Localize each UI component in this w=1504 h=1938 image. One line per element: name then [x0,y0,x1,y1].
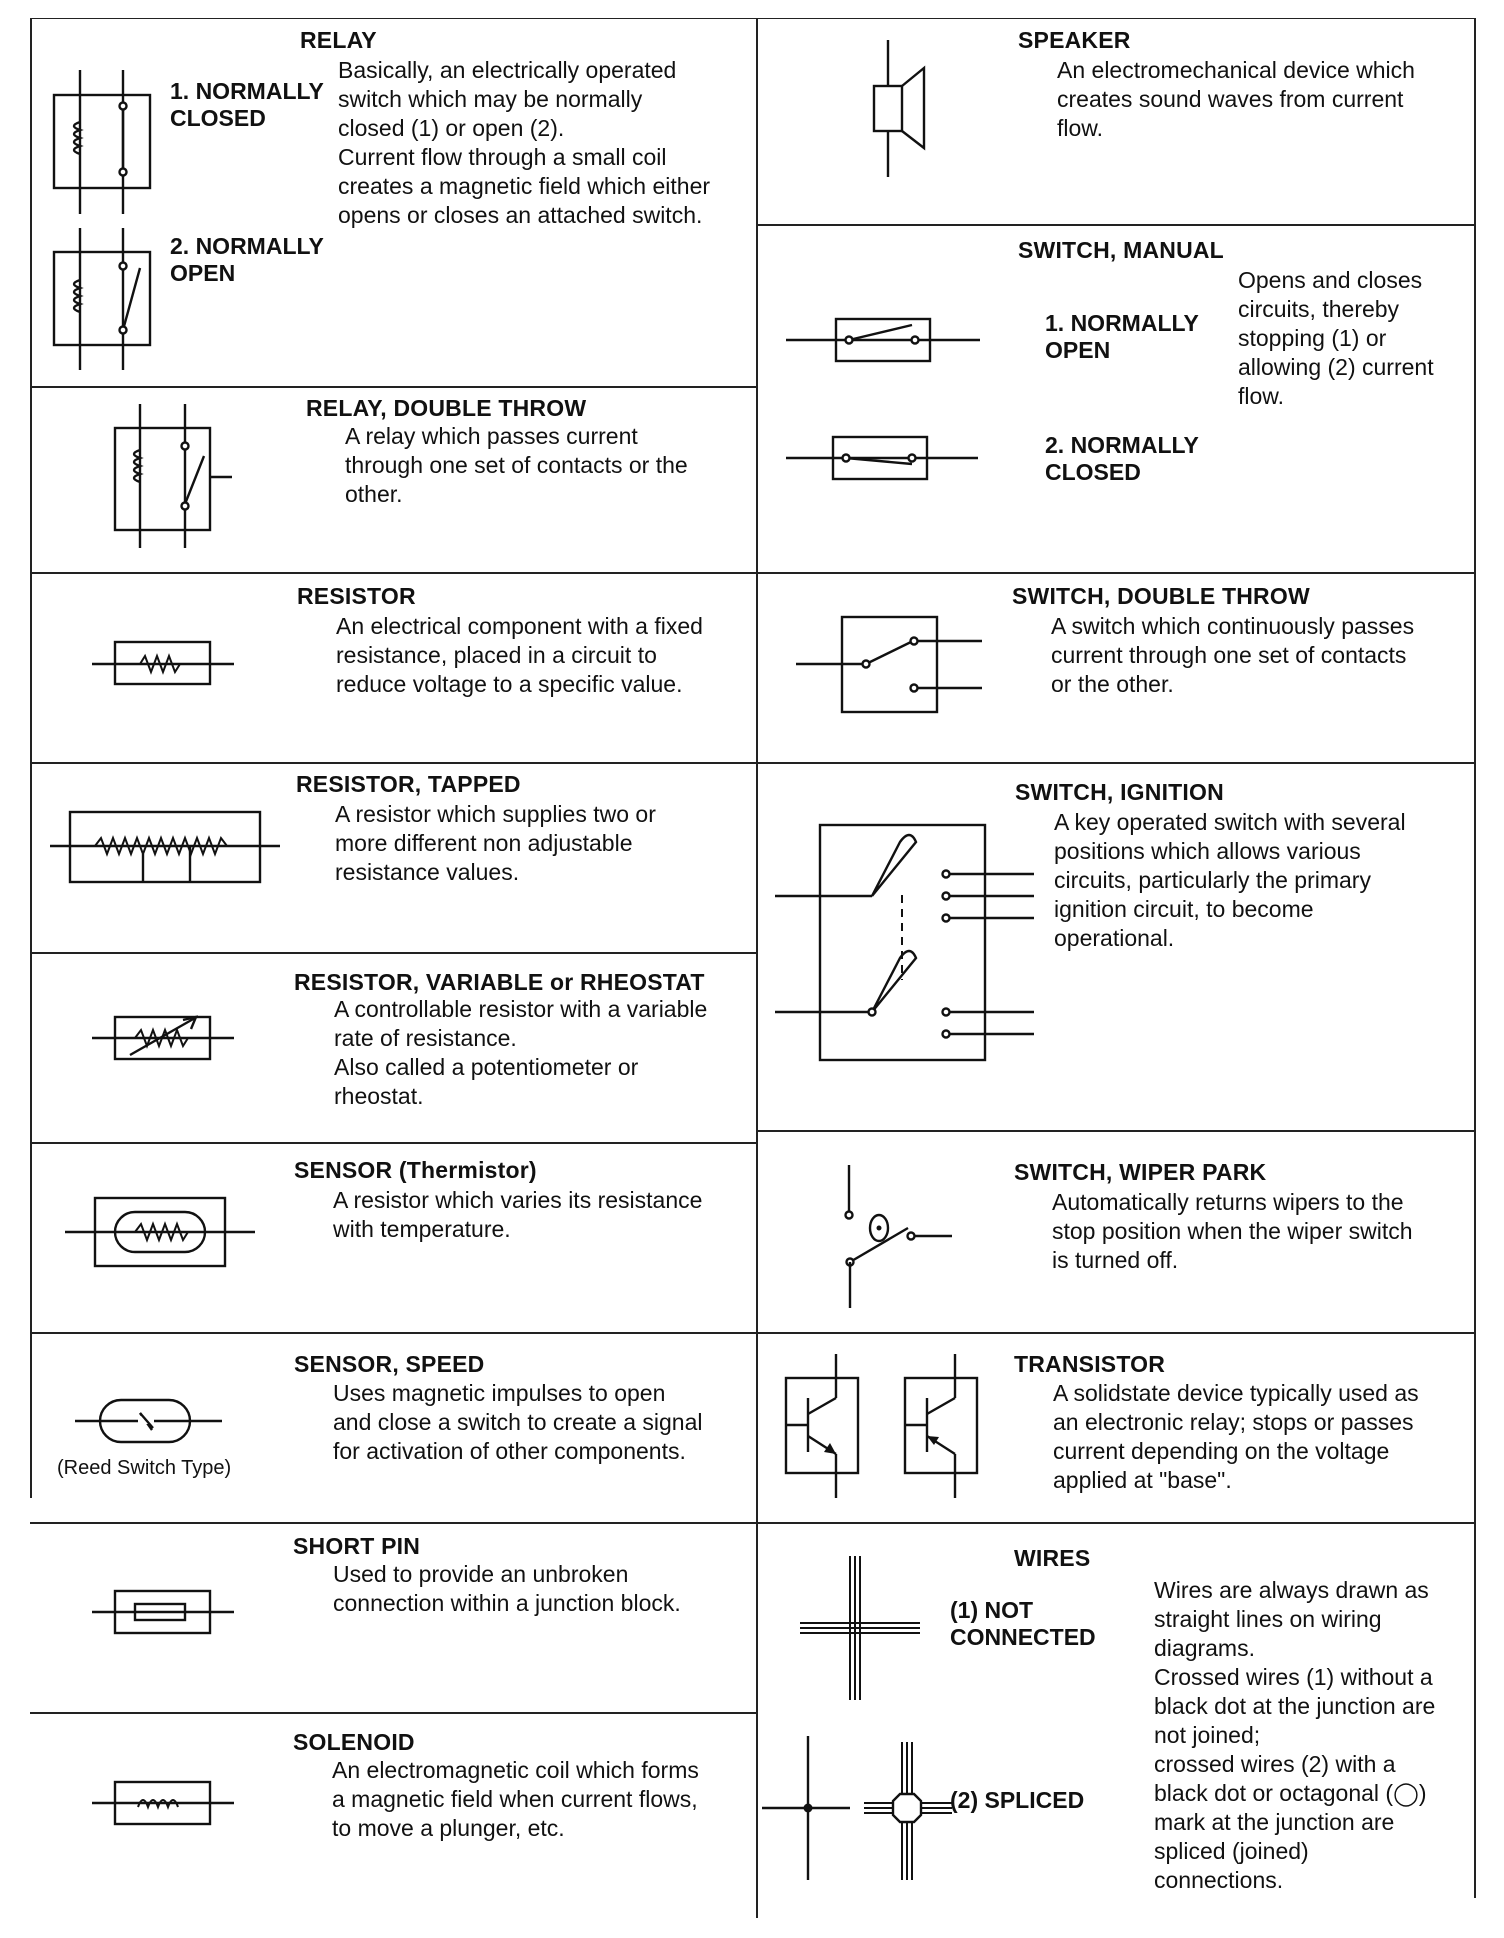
relay-no-label: 2. NORMALLY OPEN [170,233,324,286]
transistor-npn-symbol [786,1354,858,1498]
relay-double-throw-title: RELAY, DOUBLE THROW [306,395,587,421]
resistor-tapped-description: A resistor which supplies two or more different non adjustable resistance values. [335,801,656,885]
switch-double-throw-symbol [796,617,982,712]
resistor-title: RESISTOR [297,583,416,609]
resistor-variable-symbol [92,1017,234,1059]
sensor-thermistor-symbol [65,1198,255,1266]
switch-wiper-park-title: SWITCH, WIPER PARK [1014,1159,1267,1185]
switch-manual-open-symbol [786,319,980,361]
speaker-symbol [874,40,924,177]
transistor-pnp-symbol [905,1354,977,1498]
sensor-thermistor-description: A resistor which varies its resistance with temperature. [333,1187,703,1242]
relay-double-throw-description: A relay which passes current through one set of contacts or the other. [345,423,688,507]
switch-manual-description: Opens and closes circuits, thereby stopping (1) or allowing (2) current flow. [1238,267,1434,409]
sensor-speed-caption: (Reed Switch Type) [57,1457,232,1479]
solenoid-title: SOLENOID [293,1729,415,1755]
wires-title: WIRES [1014,1545,1091,1571]
relay-nc-label: 1. NORMALLY CLOSED [170,78,324,131]
switch-ignition-description: A key operated switch with several positions which allows various circuits, particularly the primary ignition circuit, to become operational. [1054,809,1406,951]
wires-not-connected-symbol [800,1556,920,1700]
sensor-speed-symbol [75,1400,222,1442]
speaker-description: An electromechanical device which creates sound waves from current flow. [1057,57,1415,141]
solenoid-description: An electromagnetic coil which forms a magnetic field when current flows, to move a plunger, etc. [332,1757,699,1841]
sensor-speed-description: Uses magnetic impulses to open and close a switch to create a signal for activation of other components. [333,1380,703,1464]
resistor-symbol [92,642,234,684]
short-pin-symbol [92,1591,234,1633]
switch-wiper-park-description: Automatically returns wipers to the stop position when the wiper switch is turned off. [1052,1189,1413,1273]
wires-description: Wires are always drawn as straight lines on wiring diagrams. Crossed wires (1) without a black dot at the junction are not joined; crossed wires (2) with a black dot or octagonal (◯) mark at the junction are spliced (joined) connections. [1154,1577,1436,1893]
resistor-tapped-title: RESISTOR, TAPPED [296,771,521,797]
relay-description: Basically, an electrically operated switch which may be normally closed (1) or open (2). Current flow through a small coil creates a magnetic field which either opens or closes an attached switch. [338,57,711,228]
switch-manual-nc-label: 2. NORMALLY CLOSED [1045,432,1199,485]
resistor-variable-title: RESISTOR, VARIABLE or RHEOSTAT [294,969,705,995]
switch-manual-title: SWITCH, MANUAL [1018,237,1224,263]
wires-spliced-label: (2) SPLICED [950,1787,1085,1813]
wires-not-connected-label: (1) NOT CONNECTED [950,1597,1096,1650]
sensor-speed-title: SENSOR, SPEED [294,1351,485,1377]
sensor-thermistor-title: SENSOR (Thermistor) [294,1157,537,1183]
relay-normally-closed-symbol [54,70,150,214]
switch-wiper-park-symbol [846,1165,953,1308]
relay-title: RELAY [300,27,377,53]
resistor-tapped-symbol [50,812,280,882]
wires-spliced-symbol [762,1736,952,1880]
relay-double-throw-symbol [115,404,232,548]
switch-ignition-title: SWITCH, IGNITION [1015,779,1224,805]
relay-normally-open-symbol [54,228,150,370]
resistor-variable-description: A controllable resistor with a variable rate of resistance. Also called a potentiometer or rheostat. [334,996,708,1109]
switch-ignition-symbol [775,825,1034,1060]
switch-manual-no-label: 1. NORMALLY OPEN [1045,310,1199,363]
transistor-description: A solidstate device typically used as an electronic relay; stops or passes current depending on the voltage applied at "base". [1053,1380,1419,1493]
switch-manual-closed-symbol [786,437,978,479]
short-pin-description: Used to provide an unbroken connection within a junction block. [333,1561,681,1616]
solenoid-symbol [92,1782,234,1824]
switch-double-throw-description: A switch which continuously passes current through one set of contacts or the other. [1051,613,1415,697]
switch-double-throw-title: SWITCH, DOUBLE THROW [1012,583,1310,609]
resistor-description: An electrical component with a fixed resistance, placed in a circuit to reduce voltage to a specific value. [336,613,703,697]
speaker-title: SPEAKER [1018,27,1131,53]
transistor-title: TRANSISTOR [1014,1351,1166,1377]
short-pin-title: SHORT PIN [293,1533,421,1559]
